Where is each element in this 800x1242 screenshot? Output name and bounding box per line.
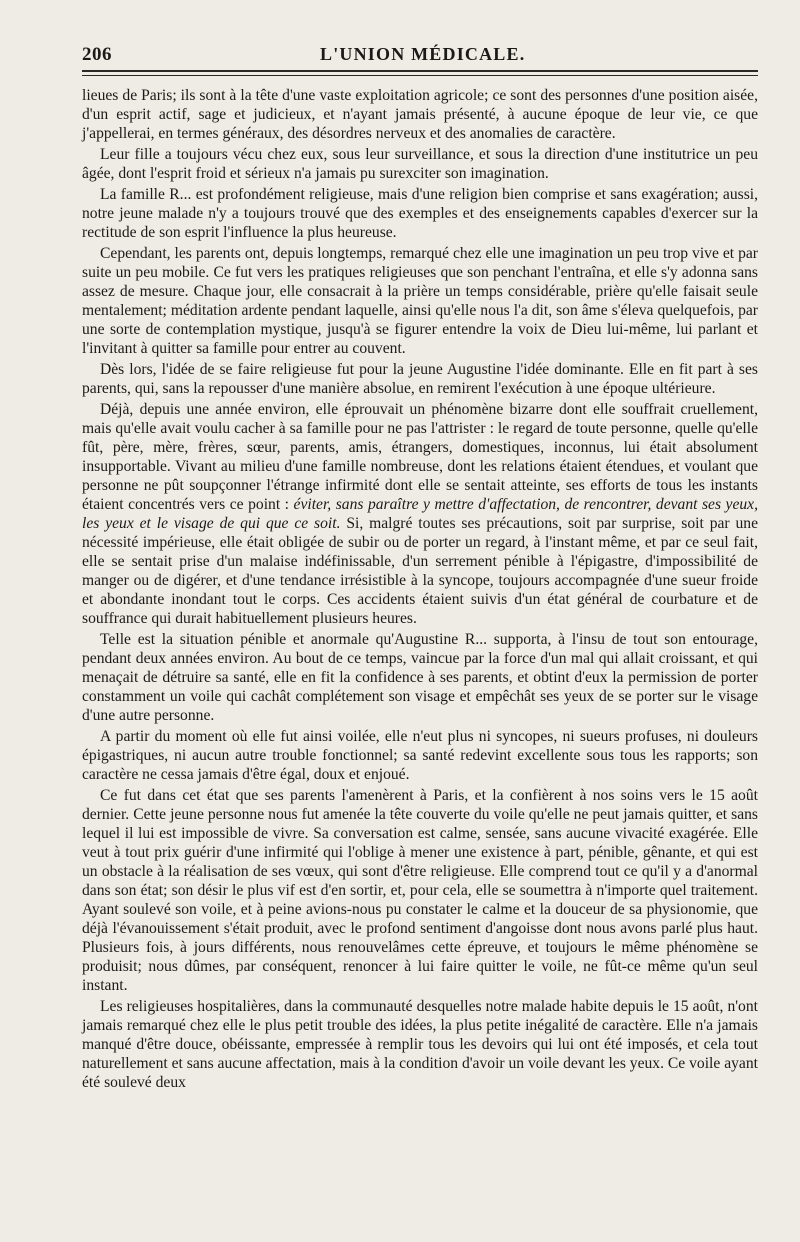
paragraph-3: La famille R... est profondément religieuse, mais d'une religion bien comprise et sans exagération; aussi, notre jeune malade n'y a toujours trouvé que des exemples et des enseignements capables d'exercer sur la rectitude de son esprit l'influence la plus heureuse. [82,186,758,241]
paragraph-7: Telle est la situation pénible et anormale qu'Augustine R... supporta, à l'insu de tout son entourage, pendant deux années environ. Au bout de ce temps, vaincue par la force d'un mal qui allait croissant, et qui menaçait de détruire sa santé, elle en fit la confidence à ses parents, et obtint d'eux la permission de porter constamment un voile qui cachât complétement son visage et empêchât ses yeux de se porter sur le visage d'une autre personne. [82,631,758,724]
paragraph-2: Leur fille a toujours vécu chez eux, sous leur surveillance, et sous la direction d'une institutrice un peu âgée, dont l'esprit froid et sérieux n'a jamais pu surexciter son imagination. [82,146,758,182]
article-body [82,86,758,1092]
paragraph-6-text: Déjà, depuis une année environ, elle éprouvait un phénomène bizarre dont elle souffrait cruellement, mais qu'elle avait voulu cacher à sa famille pour ne pas l'attrister : le regard de toute personne, quelle qu'elle fût, père, mère, frères, sœur, parents, amis, étrangers, domestiques, inconnus, lui était absolument insupportable. Vivant au milieu d'une famille nombreuse, dont les relations étaient étendues, et voulant que personne ne pût soupçonner l'étrange infirmité dont elle se sentait atteinte, ses efforts de tous les instants étaient concentrés vers ce point : [82,401,758,513]
paragraph-6 [82,400,758,628]
paragraph-10: Les religieuses hospitalières, dans la communauté desquelles notre malade habite depuis le 15 août, n'ont jamais remarqué chez elle le plus petit trouble des idées, la plus petite inégalité de caractère. Elle n'a jamais manqué d'être douce, obéissante, empressée à remplir tous les devoirs qui lui ont été imposés, et cela tout naturellement et sans aucune affectation, mais à la condition d'avoir un voile devant les yeux. Ce voile ayant été soulevé deux [82,998,758,1091]
paragraph-8: A partir du moment où elle fut ainsi voilée, elle n'eut plus ni syncopes, ni sueurs profuses, ni douleurs épigastriques, ni aucun autre trouble fonctionnel; sa santé redevint excellente sous tous les rapports; son caractère ne cessa jamais d'être égal, doux et enjoué. [82,728,758,783]
paragraph-9: Ce fut dans cet état que ses parents l'amenèrent à Paris, et la confièrent à nos soins vers le 15 août dernier. Cette jeune personne nous fut amenée la tête couverte du voile qu'elle ne peut jamais quitter, et sans lequel il lui est impossible de vivre. Sa conversation est calme, sensée, sans aucune vivacité exagérée. Elle veut à tout prix guérir d'une infirmité qui l'oblige à mener une existence à part, pénible, gênante, et qui est un obstacle à la réalisation de ses vœux, qui sont d'être religieuse. Elle comprend tout ce qu'il y a d'anormal dans son état; son désir le plus vif est d'en sortir, et, pour cela, elle se soumettra à n'importe quel traitement. Ayant soulevé son voile, et à peine avions-nous pu constater le calme et la douceur de sa physionomie, que déjà l'évanouissement s'était produit, avec le profond sentiment d'angoisse dont nous avons parlé plus haut. Plusieurs fois, à jours différents, nous renouvelâmes cette épreuve, et toujours le même phénomène se produisit; nous dûmes, par conséquent, renoncer à lui faire quitter le voile, ne fût-ce même qu'un seul instant. [82,787,758,994]
running-header [82,40,758,66]
page-number: 206 [82,44,112,65]
paragraph-6-continuation: Si, malgré toutes ses précautions, soit par surprise, soit par une nécessité impérieuse, elle était obligée de subir ou de porter un regard, à l'instant même, et par ce seul fait, elle se sentait prise d'un malaise indéfinissable, d'un serrement pénible à l'épigastre, d'impossibilité de manger ou de digérer, et d'une tendance irrésistible à la syncope, toujours accompagnée d'une sueur froide et abondante inondant tout le corps. Ces accidents étaient suivis d'un état général de courbature et de souffrance qui durait habituellement plusieurs heures. [82,515,758,627]
paragraph-5: Dès lors, l'idée de se faire religieuse fut pour la jeune Augustine l'idée dominante. Elle en fit part à ses parents, qui, sans la repousser d'une manière absolue, en remirent l'exécution à une époque ultérieure. [82,361,758,397]
paragraph-4: Cependant, les parents ont, depuis longtemps, remarqué chez elle une imagination un peu trop vive et par suite un peu mobile. Ce fut vers les pratiques religieuses que son penchant l'entraîna, et elle s'y adonna sans assez de mesure. Chaque jour, elle consacrait à la prière un temps considérable, prière qu'elle faisait seule mentalement; méditation ardente pendant laquelle, ainsi qu'elle nous l'a dit, son âme s'éleva quelquefois, par une sorte de contemplation mystique, jusqu'à se figurer entendre la voix de Dieu lui-même, lui parlant et l'invitant à quitter sa famille pour entrer au couvent. [82,245,758,357]
paragraph-1: lieues de Paris; ils sont à la tête d'une vaste exploitation agricole; ce sont des personnes d'une position aisée, d'un esprit actif, sage et judicieux, et n'ayant jamais présenté, à aucune époque de leur vie, ce que j'appellerai, en termes généraux, des désordres nerveux et des anomalies de caractère. [82,87,758,142]
paragraph-6-italic: éviter, sans paraître y mettre d'affectation, de rencontrer, devant ses yeux, les yeux et le visage de qui que ce soit. [82,496,759,532]
header-rule [82,70,758,76]
journal-title: L'UNION MÉDICALE. [320,44,526,64]
